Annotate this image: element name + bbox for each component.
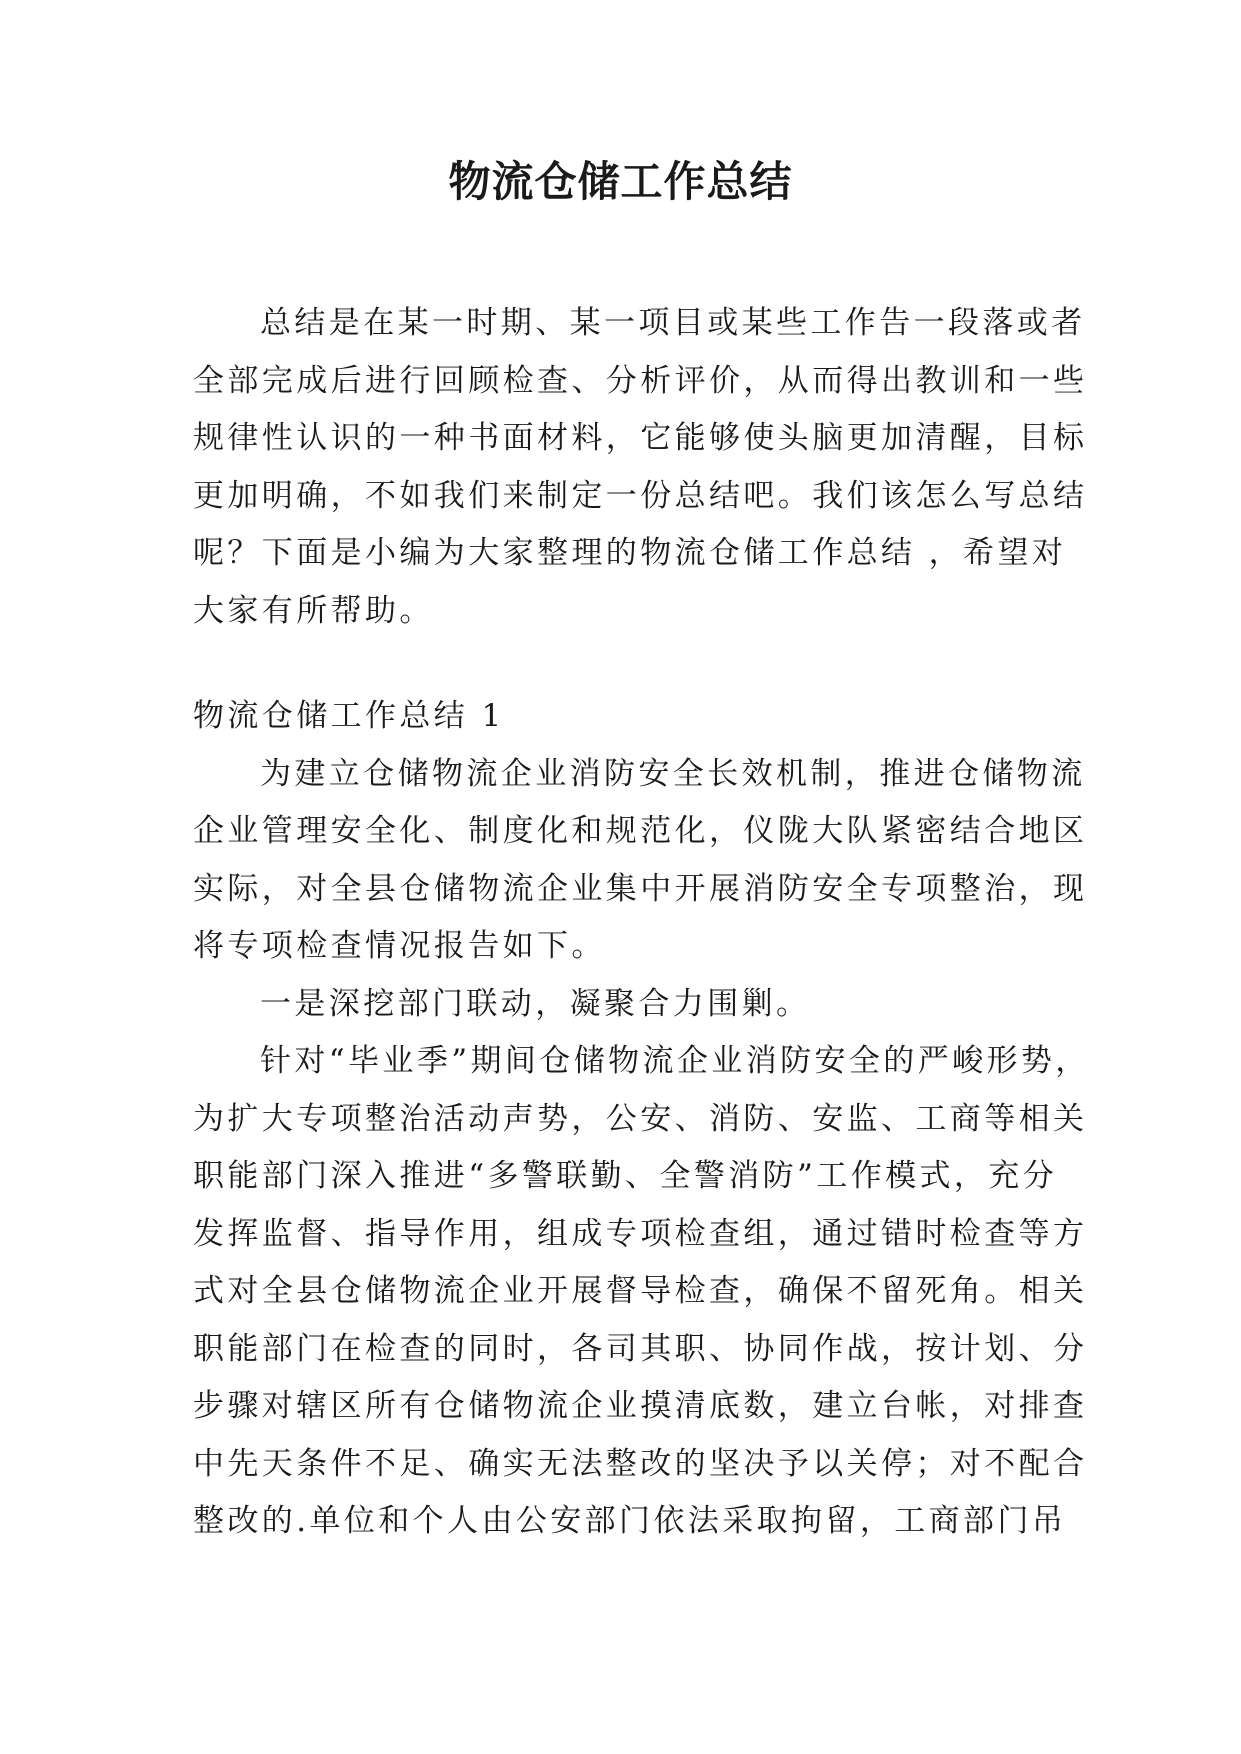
body-line: 中先天条件不足、确实无法整改的坚决予以关停；对不配合 <box>193 1445 1088 1482</box>
body-line: 为建立仓储物流企业消防安全长效机制，推进仓储物流 <box>260 755 1086 792</box>
section-body <box>193 688 1090 1551</box>
body-line: 整改的.单位和个人由公安部门依法采取拘留，工商部门吊 <box>193 1503 1067 1539</box>
body-line: 企业管理安全化、制度化和规范化，仪陇大队紧密结合地区 <box>193 813 1088 849</box>
body-line: 实际，对全县仓储物流企业集中开展消防安全专项整治，现 <box>193 870 1088 907</box>
intro-line: 总结是在某一时期、某一项目或某些工作告一段落或者 <box>260 305 1086 341</box>
intro-line: 全部完成后进行回顾检查、分析评价，从而得出教训和一些 <box>193 362 1088 399</box>
body-line: 将专项检查情况报告如下。 <box>193 928 606 964</box>
body-line: 一是深挖部门联动，凝聚合力围剿。 <box>260 985 811 1022</box>
intro-line: 更加明确，不如我们来制定一份总结吧。我们该怎么写总结 <box>193 477 1088 514</box>
body-line: 职能部门在检查的同时，各司其职、协同作战，按计划、分 <box>193 1330 1088 1367</box>
intro-line: 呢？下面是小编为大家整理的物流仓储工作总结 ，希望对 <box>193 535 1067 571</box>
body-line: 职能部门深入推进“多警联勤、全警消防”工作模式，充分 <box>193 1158 1058 1194</box>
body-line: 发挥监督、指导作用，组成专项检查组，通过错时检查等方 <box>193 1215 1088 1252</box>
body-line: 针对“毕业季”期间仓储物流企业消防安全的严峻形势， <box>260 1043 1090 1079</box>
body-line: 步骤对辖区所有仓储物流企业摸清底数，建立台帐，对排查 <box>193 1388 1088 1424</box>
document-title: 物流仓储工作总结 <box>448 157 793 206</box>
intro-line: 大家有所帮助。 <box>193 592 434 629</box>
section-heading: 物流仓储工作总结 1 <box>193 698 505 734</box>
intro-line: 规律性认识的一种书面材料，它能够使头脑更加清醒，目标 <box>193 420 1088 456</box>
intro-paragraph <box>193 295 1088 640</box>
body-line: 为扩大专项整治活动声势，公安、消防、安监、工商等相关 <box>193 1100 1088 1137</box>
body-line: 式对全县仓储物流企业开展督导检查，确保不留死角。相关 <box>193 1273 1088 1309</box>
